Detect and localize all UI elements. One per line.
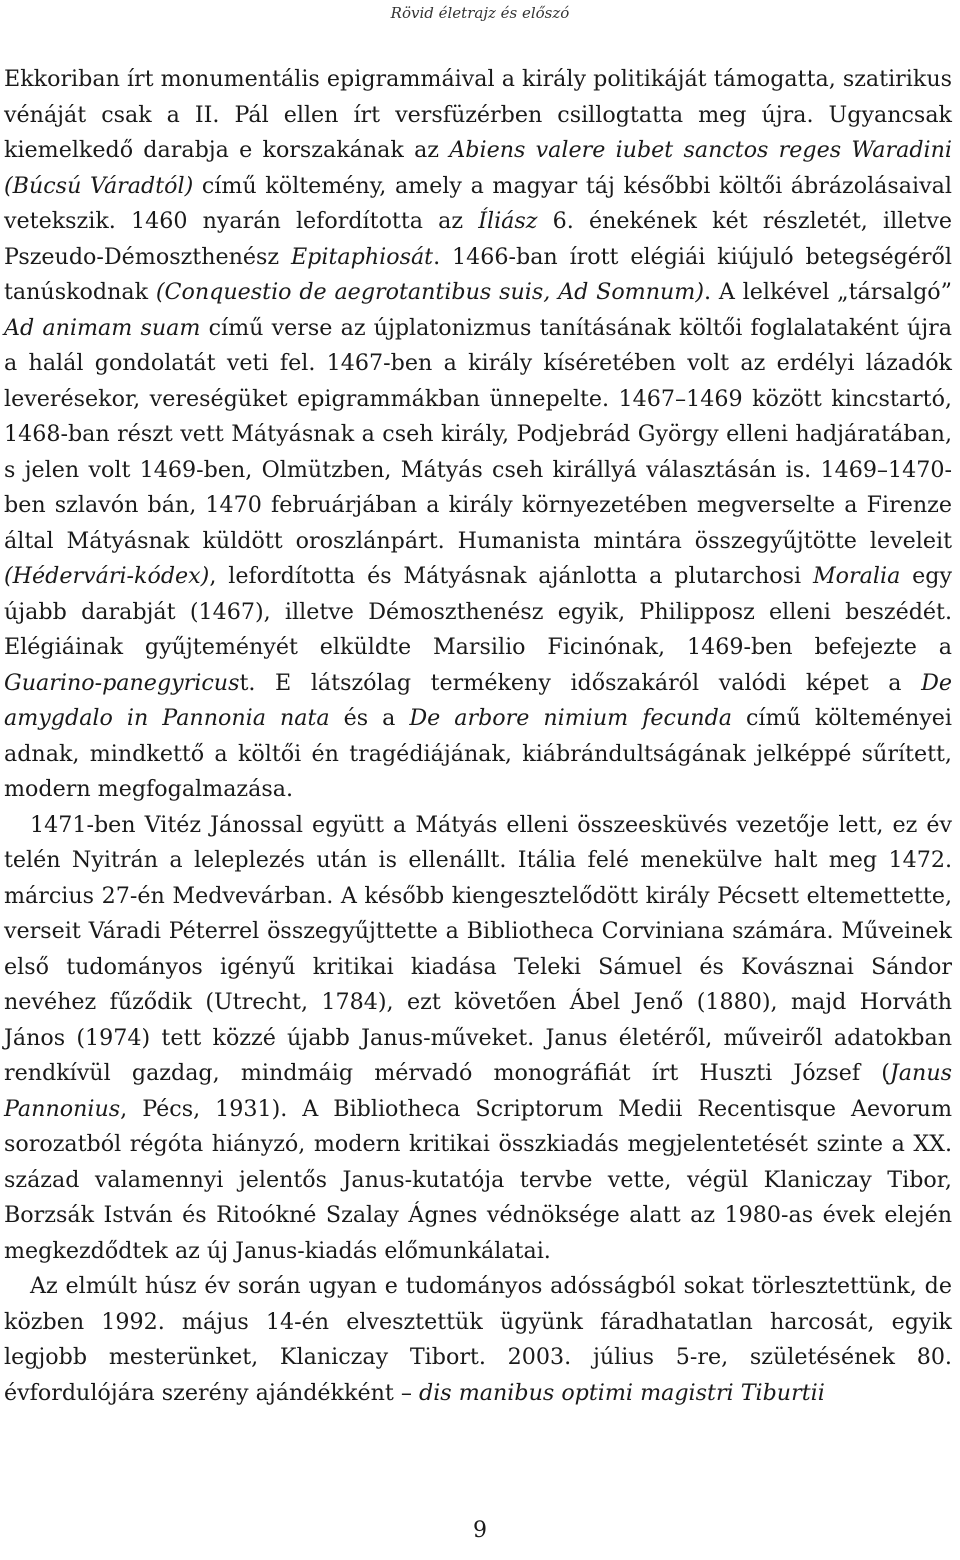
- text-run: című verse az újplatonizmus tanításának költői foglalataként újra a halál gondolatát veti fel. 1467-ben a király kíséretében volt az erdélyi lázadók leverésekor, vereségüket epigrammákban ünnepelte. 1467–1469 között kincstartó, 1468-ban részt vett Mátyásnak a cseh király, Podjebrád György elleni hadjáratában, s jelen volt 1469-ben, Olmützben, Mátyás cseh királlyá választásán is. 1469–1470-ben szlavón bán, 1470 februárjában a király környezetében megverselte a Firenze által Mátyásnak küldött oroszlánpárt. Humanista mintára összegyűjtötte leveleit: [4, 314, 952, 554]
- text-run: . A lelkével „társalgó”: [704, 279, 952, 305]
- text-run: t. E látszólag termékeny időszakáról valódi képet a: [239, 669, 922, 696]
- italic-run: Epitaphiosát: [290, 243, 434, 270]
- text-run: , Pécs, 1931). A Bibliotheca Scriptorum Medii Recentisque Aevorum sorozatból régóta hiányzó, modern kritikai összkiadás megjelentetését szinte a XX. század valamennyi jelentős Janus-kutatója tervbe vette, végül Klaniczay Tibor, Borzsák István és Ritoókné Szalay Ágnes védnöksége alatt az 1980-as évek elején megkezdődtek az új Janus-kiadás előmunkálatai.: [4, 1095, 952, 1264]
- paragraph-1: [4, 62, 952, 808]
- italic-run: Guarino-panegyricus: [4, 669, 240, 696]
- italic-run: dis manibus optimi magistri Tiburtii: [419, 1379, 825, 1406]
- italic-run: Ad animam suam: [4, 314, 201, 341]
- paragraph-2: [4, 808, 952, 1270]
- text-run: című költeményei adnak, mindkettő a költői én tragédiájának, kiábrándultságának jelképpé sűrített, modern megfogalmazása.: [4, 705, 952, 802]
- text-run: , lefordította és Mátyásnak ajánlotta a plutarchosi: [209, 563, 813, 589]
- running-head: Rövid életrajz és előszó: [390, 4, 570, 22]
- text-run: Az elmúlt húsz év során ugyan e tudományos adósságból sokat törlesztettünk, de közben 1992. május 14-én elvesztettük ügyünk fáradhatatlan harcosát, egyik legjobb mesterünket, Klaniczay Tibort. 2003. július 5-re, születésének 80. évfordulójára szerény ajándékként –: [4, 1273, 952, 1406]
- italic-run: (Conquestio de aegrotantibus suis, Ad Somnum): [155, 279, 704, 305]
- italic-run: Janus Pannonius: [4, 1060, 952, 1122]
- body-text: [4, 62, 952, 1411]
- italic-run: De amygdalo in Pannonia nata: [4, 669, 952, 731]
- text-run: Ekkoriban írt monumentális epigrammáival a király politikáját támogatta, szatirikus vénáját csak a II. Pál ellen írt versfüzérben csillogtatta meg újra. Ugyancsak kiemelkedő darabja e korszakának az: [4, 66, 952, 163]
- text-run: . 1466-ban írott elégiái kiújuló betegségéről tanúskodnak: [4, 243, 952, 305]
- italic-run: Moralia: [812, 563, 901, 589]
- text-run: egy újabb darabját (1467), illetve Démoszthenész egyik, Philipposz elleni beszédét. Elégiáinak gyűjteményét elküldte Marsilio Ficinónak, 1469-ben befejezte a: [4, 563, 953, 660]
- text-run: című költemény, amely a magyar táj későbbi költői ábrázolásaival vetekszik. 1460 nyarán lefordította az: [4, 172, 952, 234]
- text-run: 1471-ben Vitéz Jánossal együtt a Mátyás elleni összeesküvés vezetője lett, ez év telén Nyitrán a leleplezés után is ellenállt. Itália felé menekülve halt meg 1472. március 27-én Medvevárban. A később kiengesztelődött király Pécsett eltemettette, verseit Váradi Péterrel összegyűjttette a Bibliotheca Corviniana számára. Műveinek első tudományos igényű kritikai kiadása Teleki Sámuel és Kovásznai Sándor nevéhez fűződik (Utrecht, 1784), ezt követően Ábel Jenő (1880), majd Horváth János (1974) tett közzé újabb Janus-műveket. Janus életéről, műveiről adatokban rendkívül gazdag, mindmáig mérvadó monográfiát írt Huszti József (: [4, 811, 952, 1086]
- italic-run: De arbore nimium fecunda: [409, 705, 732, 731]
- text-run: és a: [329, 705, 410, 731]
- italic-run: Íliász: [478, 208, 538, 234]
- paragraph-3: [4, 1269, 952, 1411]
- italic-run: Abiens valere iubet sanctos reges Waradini (Búcsú Váradtól): [4, 137, 953, 199]
- page-number: 9: [473, 1518, 487, 1543]
- text-run: 6. énekének két részletét, illetve Pszeudo-Démoszthenész: [4, 208, 952, 270]
- italic-run: (Hédervári-kódex): [4, 563, 210, 589]
